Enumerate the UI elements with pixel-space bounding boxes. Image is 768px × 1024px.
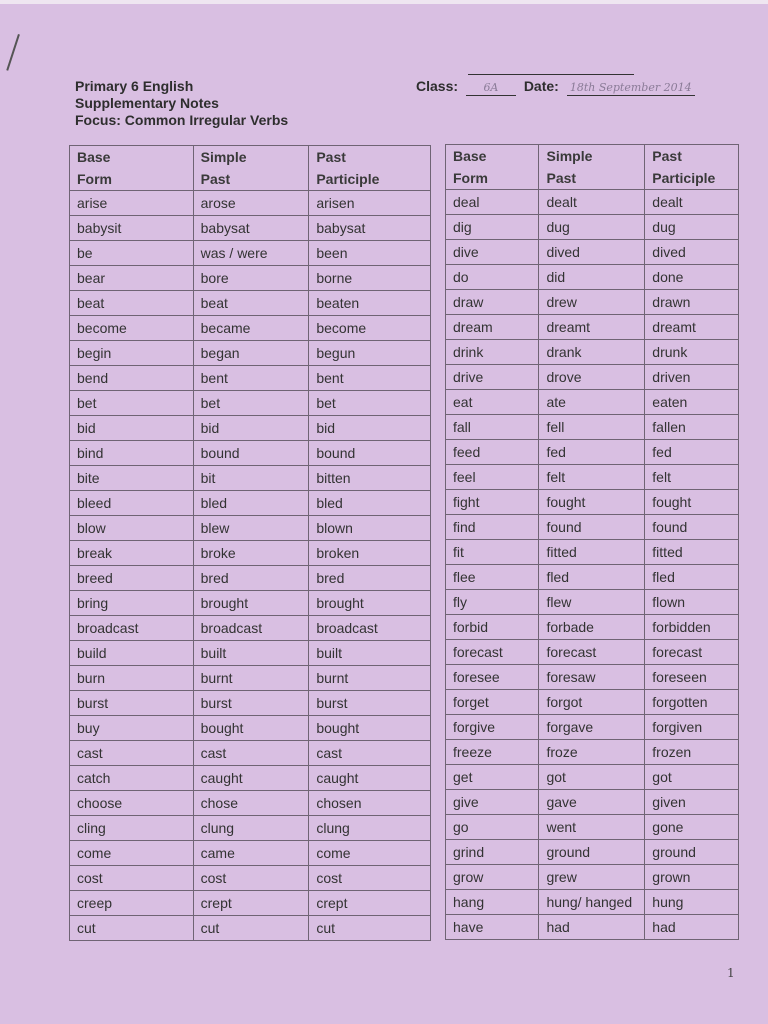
- past-participle-cell: bid: [309, 416, 431, 441]
- past-participle-cell: drawn: [645, 290, 739, 315]
- base-form-cell: become: [70, 316, 194, 341]
- base-form-cell: cast: [70, 741, 194, 766]
- base-form-cell: hang: [446, 890, 539, 915]
- past-participle-cell: bound: [309, 441, 431, 466]
- table-row: [446, 715, 739, 740]
- table-row: [70, 216, 431, 241]
- simple-past-cell: was / were: [193, 241, 309, 266]
- table-row: [70, 341, 431, 366]
- base-form-cell: forget: [446, 690, 539, 715]
- base-form-cell: find: [446, 515, 539, 540]
- base-form-cell: dig: [446, 215, 539, 240]
- simple-past-cell: bled: [193, 491, 309, 516]
- table-row: [446, 340, 739, 365]
- past-participle-cell: cast: [309, 741, 431, 766]
- past-participle-cell: ground: [645, 840, 739, 865]
- simple-past-cell: broke: [193, 541, 309, 566]
- past-participle-cell: bet: [309, 391, 431, 416]
- past-participle-cell: cost: [309, 866, 431, 891]
- simple-past-cell: burst: [193, 691, 309, 716]
- past-participle-cell: clung: [309, 816, 431, 841]
- past-participle-cell: forbidden: [645, 615, 739, 640]
- page-number: 1: [727, 966, 735, 980]
- past-participle-cell: driven: [645, 365, 739, 390]
- past-participle-cell: hung: [645, 890, 739, 915]
- simple-past-cell: caught: [193, 766, 309, 791]
- simple-past-cell: bought: [193, 716, 309, 741]
- simple-past-cell: felt: [539, 465, 645, 490]
- base-form-cell: go: [446, 815, 539, 840]
- base-form-cell: dive: [446, 240, 539, 265]
- base-form-cell: be: [70, 241, 194, 266]
- simple-past-cell: forecast: [539, 640, 645, 665]
- class-label: Class:: [416, 78, 459, 94]
- base-form-cell: forgive: [446, 715, 539, 740]
- simple-past-cell: forgave: [539, 715, 645, 740]
- table-row: [446, 765, 739, 790]
- focus-line: Focus: Common Irregular Verbs: [75, 112, 289, 128]
- table-row: [446, 740, 739, 765]
- table-row: [446, 815, 739, 840]
- simple-past-cell: ate: [539, 390, 645, 415]
- simple-past-cell: dived: [539, 240, 645, 265]
- past-participle-cell: dreamt: [645, 315, 739, 340]
- past-participle-cell: had: [645, 915, 739, 940]
- simple-past-cell: fitted: [539, 540, 645, 565]
- base-form-cell: broadcast: [70, 616, 194, 641]
- base-form-cell: arise: [70, 191, 194, 216]
- table-row: [446, 315, 739, 340]
- notes-subtitle: Supplementary Notes: [75, 95, 219, 111]
- table-row: [70, 741, 431, 766]
- table-row: [70, 466, 431, 491]
- simple-past-cell: drew: [539, 290, 645, 315]
- past-participle-cell: given: [645, 790, 739, 815]
- base-form-cell: eat: [446, 390, 539, 415]
- base-form-cell: catch: [70, 766, 194, 791]
- past-participle-cell: been: [309, 241, 431, 266]
- base-form-cell: bid: [70, 416, 194, 441]
- past-participle-cell: bought: [309, 716, 431, 741]
- past-participle-cell: borne: [309, 266, 431, 291]
- base-form-cell: have: [446, 915, 539, 940]
- base-form-cell: burst: [70, 691, 194, 716]
- table-row: [70, 891, 431, 916]
- base-form-cell: drive: [446, 365, 539, 390]
- past-participle-cell: arisen: [309, 191, 431, 216]
- verb-table-left: [69, 145, 431, 941]
- simple-past-cell: ground: [539, 840, 645, 865]
- base-form-cell: bleed: [70, 491, 194, 516]
- table-row: [446, 690, 739, 715]
- simple-past-cell: fed: [539, 440, 645, 465]
- past-participle-cell: forgiven: [645, 715, 739, 740]
- table-row: [70, 641, 431, 666]
- simple-past-cell: arose: [193, 191, 309, 216]
- base-form-cell: break: [70, 541, 194, 566]
- base-form-cell: breed: [70, 566, 194, 591]
- past-participle-cell: felt: [645, 465, 739, 490]
- past-participle-cell: chosen: [309, 791, 431, 816]
- table-row: [446, 915, 739, 940]
- staple-mark: [6, 34, 20, 71]
- simple-past-cell: came: [193, 841, 309, 866]
- table-row: [70, 316, 431, 341]
- simple-past-cell: chose: [193, 791, 309, 816]
- table-row: [70, 391, 431, 416]
- base-form-cell: come: [70, 841, 194, 866]
- past-participle-cell: frozen: [645, 740, 739, 765]
- simple-past-cell: beat: [193, 291, 309, 316]
- header-simple-past: Simple Past: [193, 146, 309, 191]
- simple-past-cell: bid: [193, 416, 309, 441]
- base-form-cell: beat: [70, 291, 194, 316]
- simple-past-cell: dreamt: [539, 315, 645, 340]
- past-participle-cell: drunk: [645, 340, 739, 365]
- simple-past-cell: found: [539, 515, 645, 540]
- base-form-cell: do: [446, 265, 539, 290]
- simple-past-cell: froze: [539, 740, 645, 765]
- simple-past-cell: grew: [539, 865, 645, 890]
- simple-past-cell: forgot: [539, 690, 645, 715]
- simple-past-cell: clung: [193, 816, 309, 841]
- table-row: [446, 240, 739, 265]
- header-past-participle: Past Participle: [309, 146, 431, 191]
- past-participle-cell: dealt: [645, 190, 739, 215]
- simple-past-cell: bent: [193, 366, 309, 391]
- base-form-cell: bend: [70, 366, 194, 391]
- base-form-cell: babysit: [70, 216, 194, 241]
- table-header-row: [70, 146, 431, 191]
- base-form-cell: bring: [70, 591, 194, 616]
- past-participle-cell: flown: [645, 590, 739, 615]
- base-form-cell: begin: [70, 341, 194, 366]
- base-form-cell: get: [446, 765, 539, 790]
- page-top-edge: [0, 0, 768, 4]
- table-row: [70, 591, 431, 616]
- simple-past-cell: babysat: [193, 216, 309, 241]
- base-form-cell: fall: [446, 415, 539, 440]
- table-row: [446, 290, 739, 315]
- table-row: [70, 691, 431, 716]
- base-form-cell: feed: [446, 440, 539, 465]
- base-form-cell: cling: [70, 816, 194, 841]
- course-title: Primary 6 English: [75, 78, 194, 94]
- base-form-cell: burn: [70, 666, 194, 691]
- base-form-cell: blow: [70, 516, 194, 541]
- past-participle-cell: burst: [309, 691, 431, 716]
- simple-past-cell: had: [539, 915, 645, 940]
- date-label: Date:: [523, 78, 559, 94]
- simple-past-cell: foresaw: [539, 665, 645, 690]
- past-participle-cell: become: [309, 316, 431, 341]
- base-form-cell: build: [70, 641, 194, 666]
- simple-past-cell: forbade: [539, 615, 645, 640]
- base-form-cell: cut: [70, 916, 194, 941]
- simple-past-cell: hung/ hanged: [539, 890, 645, 915]
- table-row: [446, 790, 739, 815]
- simple-past-cell: flew: [539, 590, 645, 615]
- table-row: [70, 366, 431, 391]
- table-row: [70, 616, 431, 641]
- past-participle-cell: gone: [645, 815, 739, 840]
- header-simple-past: Simple Past: [539, 145, 645, 190]
- table-row: [446, 415, 739, 440]
- past-participle-cell: forgotten: [645, 690, 739, 715]
- verb-table-right: [445, 144, 739, 940]
- table-row: [70, 566, 431, 591]
- past-participle-cell: broadcast: [309, 616, 431, 641]
- simple-past-cell: broadcast: [193, 616, 309, 641]
- base-form-cell: grow: [446, 865, 539, 890]
- base-form-cell: cost: [70, 866, 194, 891]
- past-participle-cell: fed: [645, 440, 739, 465]
- base-form-cell: fit: [446, 540, 539, 565]
- past-participle-cell: foreseen: [645, 665, 739, 690]
- base-form-cell: bite: [70, 466, 194, 491]
- past-participle-cell: got: [645, 765, 739, 790]
- table-row: [446, 890, 739, 915]
- past-participle-cell: done: [645, 265, 739, 290]
- simple-past-cell: gave: [539, 790, 645, 815]
- past-participle-cell: dived: [645, 240, 739, 265]
- base-form-cell: feel: [446, 465, 539, 490]
- past-participle-cell: forecast: [645, 640, 739, 665]
- past-participle-cell: crept: [309, 891, 431, 916]
- base-form-cell: give: [446, 790, 539, 815]
- simple-past-cell: brought: [193, 591, 309, 616]
- simple-past-cell: bred: [193, 566, 309, 591]
- table-row: [446, 840, 739, 865]
- simple-past-cell: dug: [539, 215, 645, 240]
- table-row: [70, 916, 431, 941]
- base-form-cell: fight: [446, 490, 539, 515]
- past-participle-cell: dug: [645, 215, 739, 240]
- base-form-cell: creep: [70, 891, 194, 916]
- past-participle-cell: babysat: [309, 216, 431, 241]
- simple-past-cell: crept: [193, 891, 309, 916]
- past-participle-cell: bred: [309, 566, 431, 591]
- table-row: [446, 190, 739, 215]
- table-row: [446, 665, 739, 690]
- simple-past-cell: did: [539, 265, 645, 290]
- base-form-cell: forecast: [446, 640, 539, 665]
- table-row: [446, 640, 739, 665]
- table-row: [70, 816, 431, 841]
- table-row: [70, 441, 431, 466]
- simple-past-cell: bit: [193, 466, 309, 491]
- table-row: [70, 416, 431, 441]
- simple-past-cell: drank: [539, 340, 645, 365]
- past-participle-cell: cut: [309, 916, 431, 941]
- table-row: [446, 440, 739, 465]
- table-row: [446, 565, 739, 590]
- simple-past-cell: burnt: [193, 666, 309, 691]
- table-row: [446, 615, 739, 640]
- past-participle-cell: broken: [309, 541, 431, 566]
- simple-past-cell: cast: [193, 741, 309, 766]
- base-form-cell: drink: [446, 340, 539, 365]
- past-participle-cell: grown: [645, 865, 739, 890]
- base-form-cell: fly: [446, 590, 539, 615]
- past-participle-cell: begun: [309, 341, 431, 366]
- table-row: [446, 215, 739, 240]
- simple-past-cell: bound: [193, 441, 309, 466]
- past-participle-cell: beaten: [309, 291, 431, 316]
- simple-past-cell: became: [193, 316, 309, 341]
- table-row: [70, 666, 431, 691]
- base-form-cell: deal: [446, 190, 539, 215]
- date-value: 18th September 2014: [567, 81, 695, 96]
- simple-past-cell: cut: [193, 916, 309, 941]
- class-date-row: [416, 78, 695, 96]
- past-participle-cell: blown: [309, 516, 431, 541]
- base-form-cell: buy: [70, 716, 194, 741]
- base-form-cell: flee: [446, 565, 539, 590]
- simple-past-cell: fell: [539, 415, 645, 440]
- table-row: [70, 541, 431, 566]
- header-past-participle: Past Participle: [645, 145, 739, 190]
- past-participle-cell: come: [309, 841, 431, 866]
- header-base-form: Base Form: [446, 145, 539, 190]
- past-participle-cell: fallen: [645, 415, 739, 440]
- past-participle-cell: bent: [309, 366, 431, 391]
- table-row: [446, 540, 739, 565]
- base-form-cell: grind: [446, 840, 539, 865]
- past-participle-cell: fitted: [645, 540, 739, 565]
- base-form-cell: forbid: [446, 615, 539, 640]
- simple-past-cell: began: [193, 341, 309, 366]
- base-form-cell: bind: [70, 441, 194, 466]
- base-form-cell: foresee: [446, 665, 539, 690]
- table-row: [70, 241, 431, 266]
- table-row: [446, 265, 739, 290]
- simple-past-cell: blew: [193, 516, 309, 541]
- table-row: [70, 516, 431, 541]
- table-row: [70, 291, 431, 316]
- table-row: [446, 365, 739, 390]
- table-row: [70, 766, 431, 791]
- class-value: 6A: [466, 81, 516, 96]
- simple-past-cell: built: [193, 641, 309, 666]
- simple-past-cell: bore: [193, 266, 309, 291]
- base-form-cell: bet: [70, 391, 194, 416]
- table-row: [70, 266, 431, 291]
- table-row: [70, 491, 431, 516]
- past-participle-cell: caught: [309, 766, 431, 791]
- table-row: [70, 716, 431, 741]
- simple-past-cell: fled: [539, 565, 645, 590]
- table-row: [70, 791, 431, 816]
- simple-past-cell: drove: [539, 365, 645, 390]
- simple-past-cell: dealt: [539, 190, 645, 215]
- past-participle-cell: brought: [309, 591, 431, 616]
- table-row: [446, 490, 739, 515]
- base-form-cell: dream: [446, 315, 539, 340]
- table-row: [70, 841, 431, 866]
- table-row: [446, 590, 739, 615]
- simple-past-cell: bet: [193, 391, 309, 416]
- base-form-cell: draw: [446, 290, 539, 315]
- base-form-cell: freeze: [446, 740, 539, 765]
- simple-past-cell: cost: [193, 866, 309, 891]
- table-row: [446, 515, 739, 540]
- past-participle-cell: bled: [309, 491, 431, 516]
- past-participle-cell: fought: [645, 490, 739, 515]
- past-participle-cell: bitten: [309, 466, 431, 491]
- table-row: [446, 865, 739, 890]
- base-form-cell: bear: [70, 266, 194, 291]
- table-row: [446, 465, 739, 490]
- name-underline: [468, 74, 634, 75]
- past-participle-cell: built: [309, 641, 431, 666]
- simple-past-cell: fought: [539, 490, 645, 515]
- table-row: [446, 390, 739, 415]
- past-participle-cell: found: [645, 515, 739, 540]
- base-form-cell: choose: [70, 791, 194, 816]
- header-base-form: Base Form: [70, 146, 194, 191]
- table-header-row: [446, 145, 739, 190]
- past-participle-cell: eaten: [645, 390, 739, 415]
- past-participle-cell: fled: [645, 565, 739, 590]
- simple-past-cell: went: [539, 815, 645, 840]
- table-row: [70, 191, 431, 216]
- table-row: [70, 866, 431, 891]
- simple-past-cell: got: [539, 765, 645, 790]
- past-participle-cell: burnt: [309, 666, 431, 691]
